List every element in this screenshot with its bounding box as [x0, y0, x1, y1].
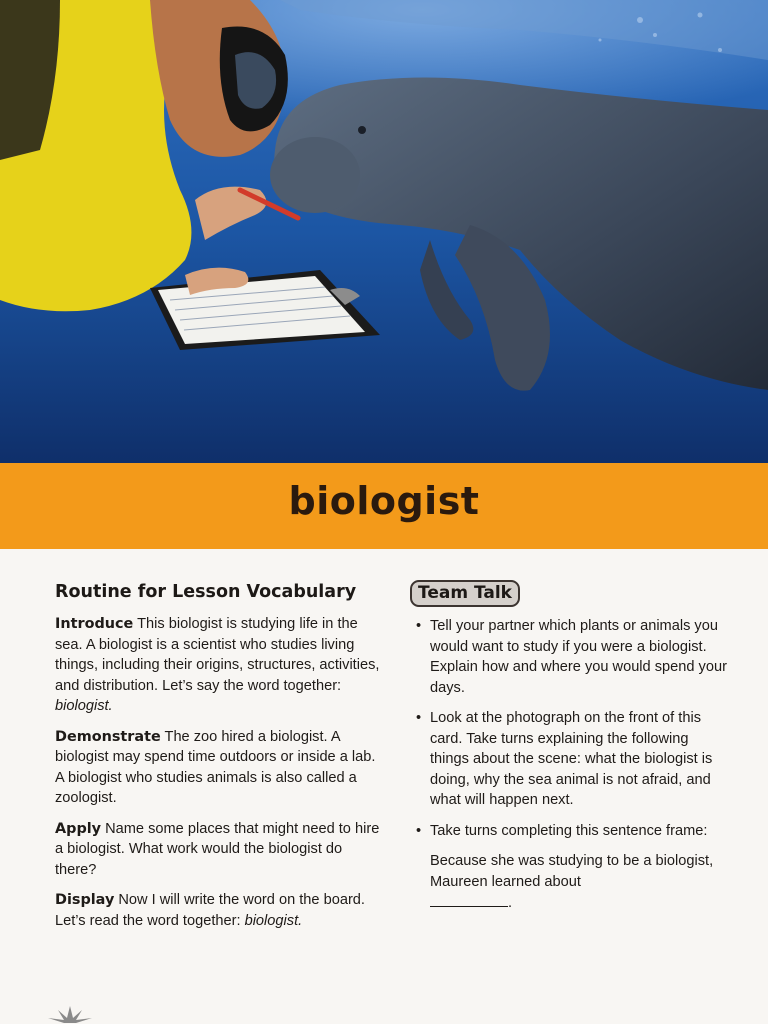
apply-paragraph [55, 819, 385, 881]
team-talk-heading: Team Talk [410, 580, 520, 607]
bullet-icon: • [416, 618, 422, 634]
vocabulary-word-banner [0, 463, 768, 549]
display-text: Now I will write the word on the board. Let’s read the word together: [55, 892, 365, 929]
demonstrate-paragraph [55, 727, 385, 809]
display-word: biologist. [244, 912, 303, 929]
introduce-word: biologist. [55, 698, 113, 714]
sentence-frame-text: Because she was studying to be a biologist, Maureen learned about [430, 853, 714, 890]
demonstrate-text: The zoo hired a biologist. A biologist may spend time outdoors or inside a lab. A biologist who studies animals is also called a zoologist. [55, 728, 376, 806]
apply-term: Apply [55, 820, 102, 837]
bullet-icon: • [416, 822, 422, 839]
sentence-frame: Because she was studying to be a biologist, Maureen learned about . [430, 853, 714, 911]
routine-title: Routine for Lesson Vocabulary [55, 582, 357, 602]
list-item: • Take turns completing this sentence frame: [410, 821, 730, 842]
starburst-logo-icon [42, 1004, 98, 1024]
team-talk-list [410, 616, 730, 841]
list-item: • Look at the photograph on the front of this card. Take turns explaining the following things about the scene: what the biologist is doing, why the sea animal is not afraid, and what will happen next. [416, 710, 713, 808]
apply-text: Name some places that might need to hire a biologist. What work would the biologist do there? [55, 820, 380, 878]
bullet-icon: • [416, 710, 422, 726]
list-item: • Tell your partner which plants or animals you would want to study if you were a biologist. Explain how and where you would spend your days. [416, 618, 727, 696]
underwater-photo-illustration [0, 0, 768, 463]
demonstrate-term: Demonstrate [55, 728, 161, 745]
photo-biologist-manatee [0, 0, 768, 463]
team-talk-column [410, 580, 730, 914]
introduce-paragraph [55, 614, 385, 717]
vocabulary-word: biologist [288, 479, 480, 523]
display-term: Display [55, 892, 115, 908]
sentence-frame-blank [430, 892, 508, 907]
routine-column [55, 582, 385, 941]
introduce-term: Introduce [55, 616, 134, 632]
display-paragraph [55, 890, 385, 931]
introduce-text: This biologist is studying life in the sea. A biologist is a scientist who studies living things, including their origins, structures, activities, and distribution. Let’s say the word together: [55, 616, 380, 694]
